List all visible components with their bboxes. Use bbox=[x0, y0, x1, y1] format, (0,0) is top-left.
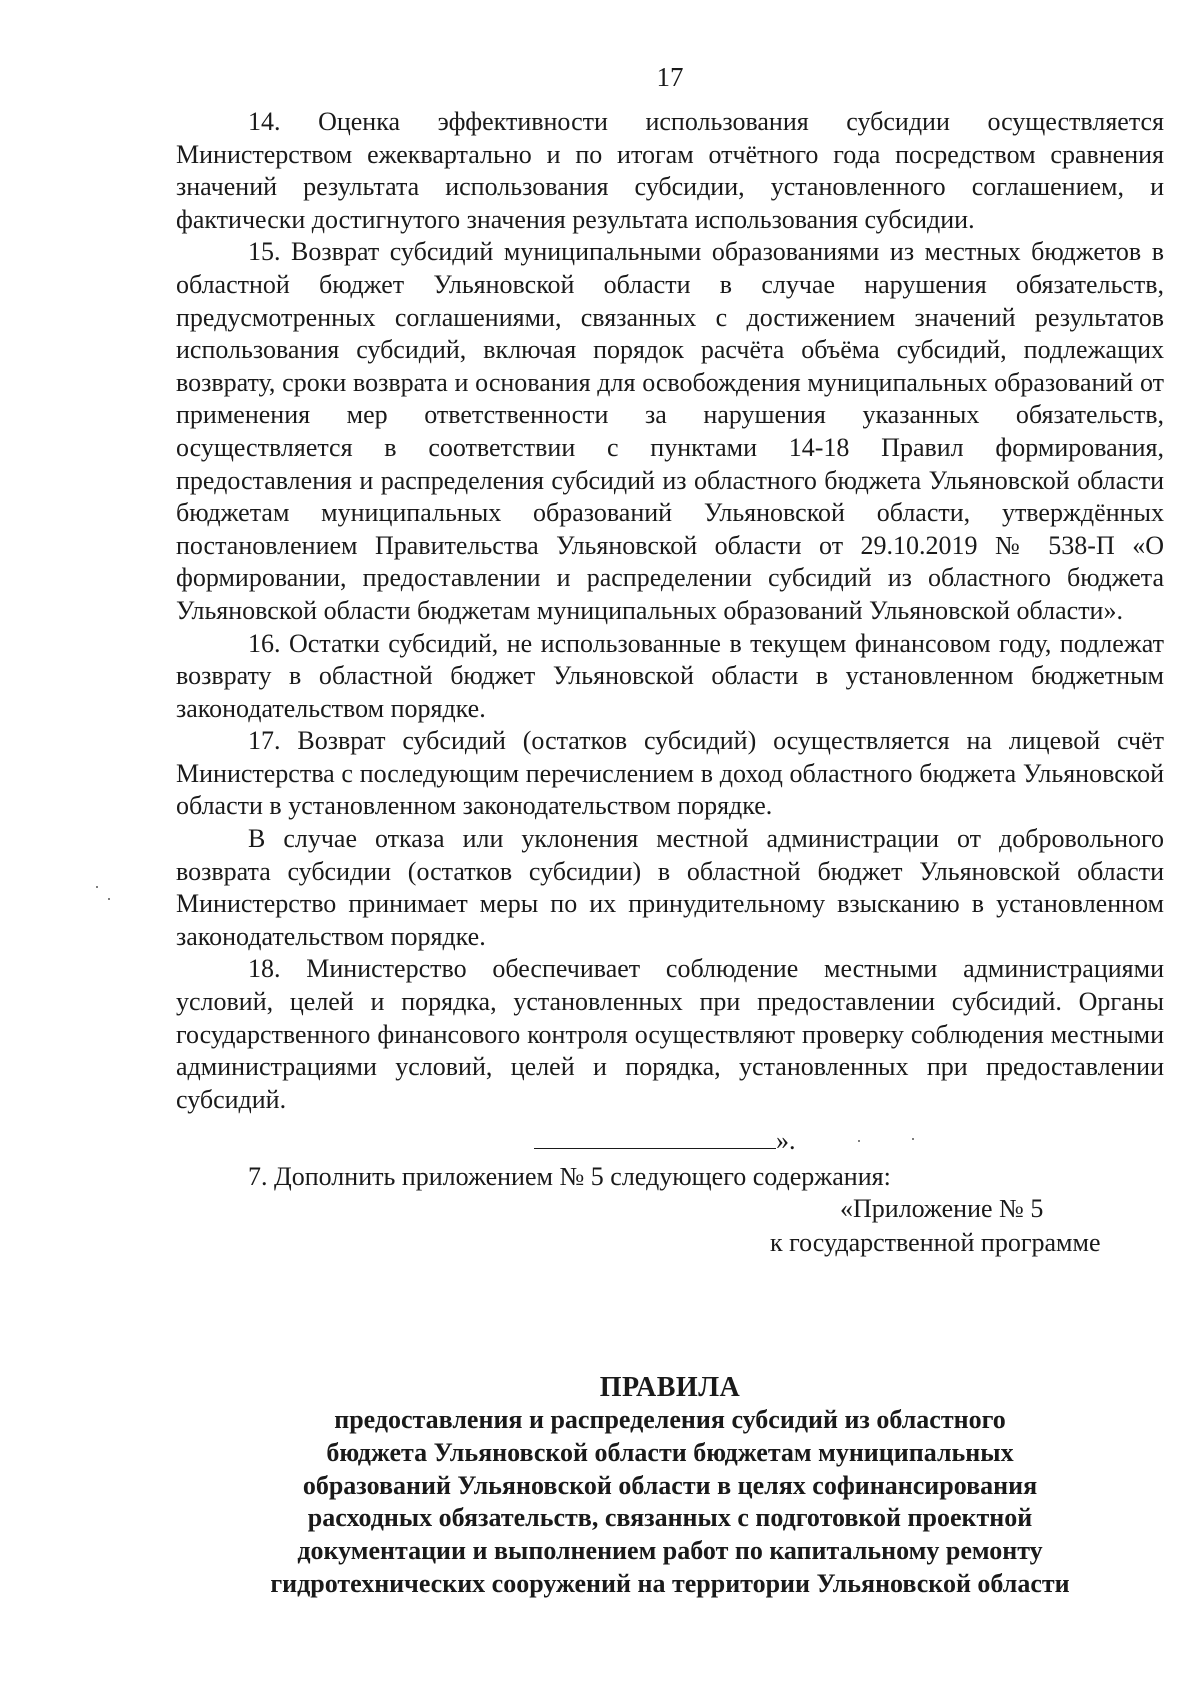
rules-subtitle-line: документации и выполнением работ по капитальному ремонту bbox=[297, 1536, 1043, 1566]
rules-subtitle-line: бюджета Ульяновской области бюджетам муниципальных bbox=[326, 1437, 1014, 1467]
paragraph-14: 14. Оценка эффективности использования субсидии осуществляется Министерством ежеквартально и по итогам отчётного года посредством сравнения значений результата использования субсидии, установленного соглашением, и фактически достигнутого значения результата использования субсидии. bbox=[176, 107, 1164, 234]
scan-speck bbox=[96, 886, 98, 888]
closing-line bbox=[534, 1126, 796, 1156]
body-text bbox=[176, 106, 1164, 1116]
rules-subtitle bbox=[200, 1404, 1140, 1601]
item-seven: 7. Дополнить приложением № 5 следующего содержания: bbox=[248, 1162, 891, 1191]
scan-speck bbox=[912, 1138, 914, 1140]
rules-subtitle-line: расходных обязательств, связанных с подготовкой проектной bbox=[307, 1503, 1033, 1533]
closing-quote-mark: ». bbox=[776, 1126, 796, 1155]
paragraph-18: 18. Министерство обеспечивает соблюдение местными администрациями условий, целей и порядка, установленных при предоставлении субсидий. Органы государственного финансового контроля осуществляют проверку соблюдения местными администрациями условий, целей и порядка, установленных при предоставлении субсидий. bbox=[176, 954, 1164, 1114]
appendix-subtitle: к государственной программе bbox=[770, 1228, 1101, 1257]
scan-speck bbox=[858, 1140, 860, 1142]
paragraph-15: 15. Возврат субсидий муниципальными образованиями из местных бюджетов в областной бюджет Ульяновской области в случае нарушения обязательств, предусмотренных соглашениями, связанных с достижением значений результатов использования субсидий, включая порядок расчёта объёма субсидий, подлежащих возврату, сроки возврата и основания для освобождения муниципальных образований от применения мер ответственности за нарушения указанных обязательств, осуществляется в соответствии с пунктами 14-18 Правил формирования, предоставления и распределения субсидий из областного бюджета Ульяновской области бюджетам муниципальных образований Ульяновской области, утверждённых постановлением Правительства Ульяновской области от 29.10.2019 № 538-П «О формировании, предоставлении и распределении субсидий из областного бюджета Ульяновской области бюджетам муниципальных образований Ульяновской области». bbox=[176, 237, 1164, 625]
underline-rule bbox=[534, 1128, 776, 1149]
paragraph-17: 17. Возврат субсидий (остатков субсидий) осуществляется на лицевой счёт Министерства с последующим перечислением в доход областного бюджета Ульяновской области в установленном законодательством порядке. bbox=[176, 726, 1164, 821]
scan-speck bbox=[108, 898, 110, 900]
rules-subtitle-line: предоставления и распределения субсидий из областного bbox=[334, 1405, 1006, 1434]
paragraph-17-refusal: В случае отказа или уклонения местной администрации от добровольного возврата субсидии (остатков субсидии) в областной бюджет Ульяновской области Министерство принимает меры по их принудительному взысканию в установленном законодательством порядке. bbox=[176, 824, 1164, 951]
appendix-title: «Приложение № 5 bbox=[840, 1194, 1044, 1223]
rules-subtitle-line: гидротехнических сооружений на территории Ульяновской области bbox=[270, 1568, 1070, 1598]
paragraph-16: 16. Остатки субсидий, не использованные в текущем финансовом году, подлежат возврату в областной бюджет Ульяновской области в установленном бюджетным законодательством порядке. bbox=[176, 628, 1164, 723]
rules-subtitle-line: образований Ульяновской области в целях софинансирования bbox=[302, 1470, 1038, 1500]
rules-heading: ПРАВИЛА bbox=[599, 1372, 741, 1403]
page-number: 17 bbox=[656, 62, 684, 92]
